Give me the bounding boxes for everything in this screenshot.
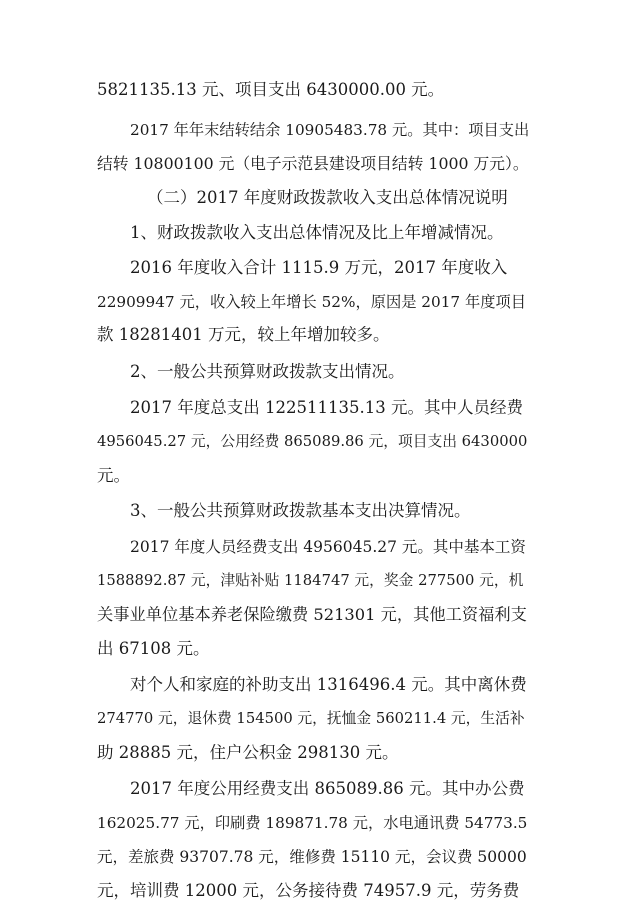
text-line: 1588892.87 元，津贴补贴 1184747 元，奖金 277500 元，机 xyxy=(97,572,524,589)
text-line: 元，培训费 12000 元，公务接待费 74957.9 元，劳务费 xyxy=(97,881,520,900)
text-line: 元。 xyxy=(97,466,130,485)
text-line: 5821135.13 元、项目支出 6430000.00 元。 xyxy=(97,80,445,99)
section-heading: （二）2017 年度财政拨款收入支出总体情况说明 xyxy=(147,188,508,207)
subsection-heading: 3、一般公共预算财政拨款基本支出决算情况。 xyxy=(130,501,471,520)
text-line: 2017 年年末结转结余 10905483.78 元。其中：项目支出 xyxy=(130,121,530,139)
text-line: 助 28885 元，住户公积金 298130 元。 xyxy=(97,743,399,762)
text-line: 2017 年度总支出 122511135.13 元。其中人员经费 xyxy=(130,398,523,417)
text-line: 元，差旅费 93707.78 元，维修费 15110 元，会议费 50000 xyxy=(97,848,527,866)
text-line: 2017 年度公用经费支出 865089.86 元。其中办公费 xyxy=(130,779,525,798)
text-line: 结转 10800100 元（电子示范县建设项目结转 1000 万元）。 xyxy=(97,154,529,173)
text-line: 2017 年度人员经费支出 4956045.27 元。其中基本工资 xyxy=(130,538,526,556)
text-line: 出 67108 元。 xyxy=(97,639,210,658)
text-line: 2016 年度收入合计 1115.9 万元，2017 年度收入 xyxy=(130,258,508,277)
subsection-heading: 1、财政拨款收入支出总体情况及比上年增减情况。 xyxy=(130,223,504,242)
text-line: 274770 元，退休费 154500 元，抚恤金 560211.4 元，生活补 xyxy=(97,710,525,727)
text-line: 关事业单位基本养老保险缴费 521301 元，其他工资福利支 xyxy=(97,605,527,624)
text-line: 22909947 元，收入较上年增长 52%，原因是 2017 年度项目 xyxy=(97,293,526,311)
text-line: 款 18281401 万元，较上年增加较多。 xyxy=(97,325,390,344)
text-line: 162025.77 元，印刷费 189871.78 元，水电通讯费 54773.5 xyxy=(97,814,528,832)
text-line: 对个人和家庭的补助支出 1316496.4 元。其中离休费 xyxy=(130,675,527,694)
subsection-heading: 2、一般公共预算财政拨款支出情况。 xyxy=(130,362,405,381)
text-line: 4956045.27 元，公用经费 865089.86 元，项目支出 6430000 xyxy=(97,433,528,450)
